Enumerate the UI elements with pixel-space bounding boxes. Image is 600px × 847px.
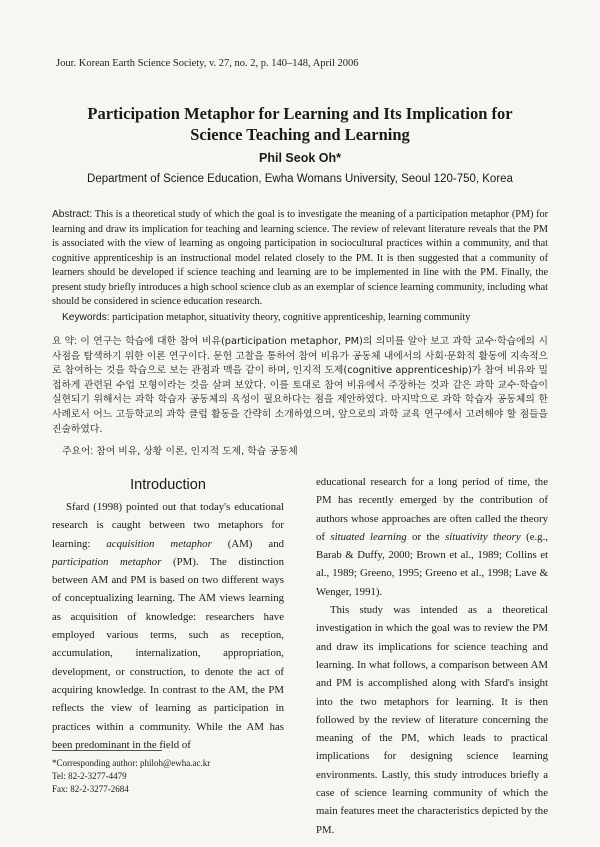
intro-paragraph-1: Sfard (1998) pointed out that today's educational research is caught between two metaphors for learning: acquisition metaphor (AM) and participation metaphor (PM). The distinction between AM and PM is based on two different ways of conceptualizing learning. The AM views learning as acquisition of knowledge: researchers have employed various terms, such as reception, accumulation, internalization, appropriation, development, or construction, to denote the act of acquiring knowledge. In contrast to the AM, the PM reflects the view of learning as participation in practices within a community. While the AM has been predominant in the field of — [52, 501, 284, 751]
abstract — [52, 208, 548, 310]
left-column — [52, 498, 284, 754]
korean-keywords-label: 주요어: — [62, 446, 94, 457]
paper-title — [40, 103, 560, 145]
section-title-introduction: Introduction — [130, 477, 206, 493]
abstract-text: This is a theoretical study of which the goal is to investigate the meaning of a participation metaphor (PM) for learning and draw its implication for teaching and learning science. The review of relevant literature reveals that the PM is associated with the view of learning as ongoing participation in sociocultural practices within a community, and that cognitive apprenticeship is an instructional model related closely to the PM. It is then suggested that a community of learners should be developed if science teaching and learning are to be implemented in line with the PM. Finally, the present study briefly introduces a high school science club as an exemplar of science learning community, including what should be considered in science education research. — [52, 209, 548, 307]
author-name: Phil Seok Oh* — [259, 151, 341, 165]
footnote-corresponding: *Corresponding author: philoh@ewha.ac.kr — [52, 758, 211, 768]
abstract-label: Abstract: — [52, 209, 93, 220]
keywords — [62, 312, 548, 323]
intro-paragraph-2: This study was intended as a theoretical investigation in which the goal was to review the PM and draw its implications for science teaching and learning. In what follows, a comparison between AM and PM is accomplished along with Sfard's insight into the two metaphors for learning. It is then followed by the review of literature concerning the meaning of the PM, which leads to practical implications for designing science learning environments. Lastly, this study introduces briefly a case of science learning community of which the main features meet the characteristics depicted by the PM. — [316, 604, 548, 836]
keywords-label: Keywords: — [62, 312, 110, 323]
keywords-text: participation metaphor, situativity theory, cognitive apprenticeship, learning community — [112, 312, 471, 323]
author-affiliation: Department of Science Education, Ewha Womans University, Seoul 120-750, Korea — [87, 173, 513, 185]
footnote-divider — [52, 750, 162, 751]
footnote — [52, 757, 284, 796]
title-line-1: Participation Metaphor for Learning and Its Implication for — [87, 104, 513, 123]
korean-abstract-label: 요 약: — [52, 336, 77, 347]
intro-paragraph-1-cont: educational research for a long period of time, the PM has recently emerged by the contribution of authors whose approaches are often called the theory of situated learning or the situativity theory (e.g., Barab & Duffy, 2000; Brown et al., 1989; Collins et al., 1989; Greeno, 1995; Greeno et al., 1998; Lave & Wenger, 1991). — [316, 476, 548, 598]
korean-keywords-text: 참여 비유, 상황 이론, 인지적 도제, 학습 공동체 — [96, 446, 298, 457]
korean-keywords — [62, 443, 548, 457]
journal-header: Jour. Korean Earth Science Society, v. 27, no. 2, p. 140–148, April 2006 — [56, 58, 359, 69]
korean-abstract-text: 이 연구는 학습에 대한 참여 비유(participation metaphor, PM)의 의미를 알아 보고 과학 교수·학습에의 시사점을 탐색하기 위한 이론 연구이다. 문헌 고찰을 통하여 참여 비유가 공동체 내에서의 사회·문화적 활동에 지속적으로 참여하는 것을 학습으로 보는 관점과 맥을 같이 하며, 인지적 도제(cognitive apprenticeship)가 참여 비유와 밀접하게 관련된 수업 모형이라는 것을 살펴 보았다. 이를 토대로 참여 비유에서 주장하는 것과 같은 과학 교수·학습이 실현되기 위해서는 과학 학습자 공동체의 육성이 필요하다는 점을 제안하였다. 마지막으로 과학 학습자 공동체의 한 사례로서 어느 고등학교의 과학 클럽 활동을 간략히 소개하였으며, 앞으로의 과학 교육 연구에서 고려해야 할 점들을 진술하였다. — [52, 336, 548, 435]
korean-abstract — [52, 335, 548, 437]
title-line-2: Science Teaching and Learning — [190, 125, 410, 144]
footnote-fax: Fax: 82-2-3277-2684 — [52, 784, 129, 794]
footnote-tel: Tel: 82-2-3277-4479 — [52, 771, 127, 781]
right-column — [316, 473, 548, 839]
